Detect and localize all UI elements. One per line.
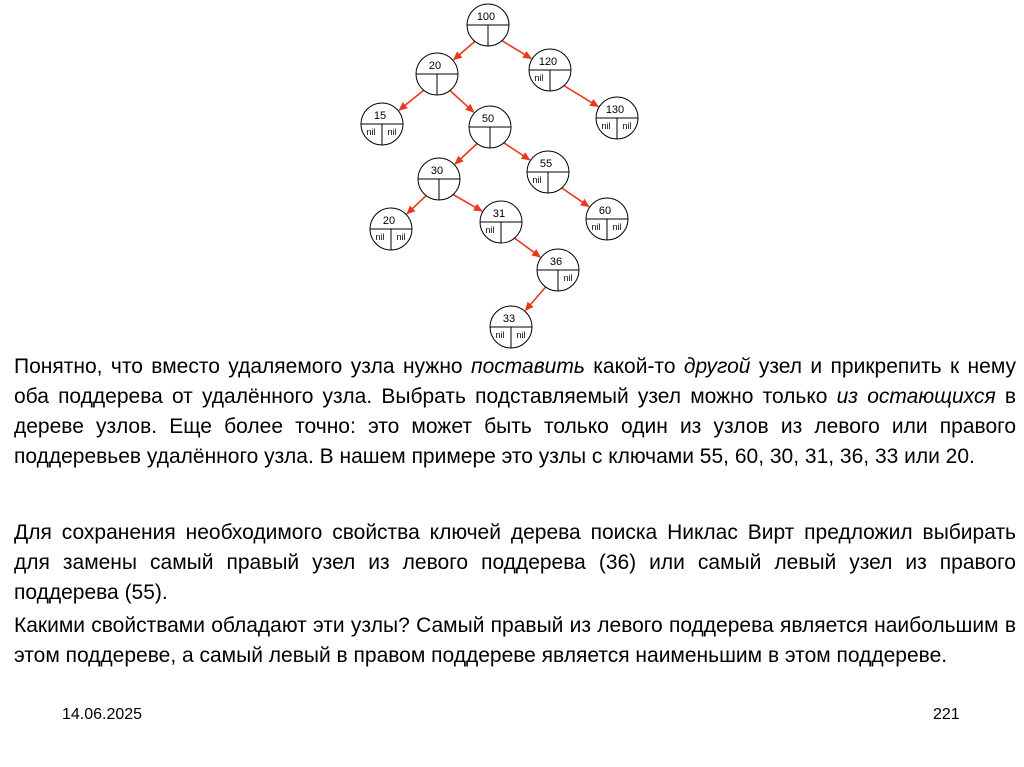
tree-node-50 [469, 106, 511, 148]
tree-node-20 [416, 53, 458, 95]
tree-node-130 [596, 97, 638, 139]
tree-node-30 [418, 158, 460, 200]
node-right-nil-label: nil [622, 121, 632, 131]
page-number: 221 [933, 706, 960, 723]
node-key-label: 130 [605, 104, 625, 116]
node-right-nil-label: nil [612, 222, 622, 232]
tree-node-60 [586, 198, 628, 240]
binary-tree-diagram [0, 0, 1024, 350]
node-right-nil-label: nil [396, 232, 406, 242]
node-left-nil-label: nil [534, 73, 544, 83]
node-left-nil-label: nil [495, 330, 505, 340]
node-left-nil-label: nil [601, 121, 611, 131]
node-key-label: 50 [481, 113, 495, 125]
node-key-label: 15 [373, 110, 387, 122]
para1-emphasis-put: поставить [471, 355, 585, 378]
node-key-label: 30 [430, 165, 444, 177]
node-right-nil-label: nil [387, 127, 397, 137]
para1-emphasis-remaining: из остающихся [836, 385, 996, 408]
node-key-label: 55 [539, 158, 553, 170]
tree-node-33 [490, 306, 532, 348]
node-key-label: 20 [382, 215, 396, 227]
tree-node-15 [361, 103, 403, 145]
node-key-label: 31 [492, 208, 506, 220]
tree-node-31 [480, 201, 522, 243]
para1-text-1: Понятно, что вместо удаляемого узла нужно [14, 355, 472, 378]
node-key-label: 100 [476, 11, 496, 23]
paragraph-node-properties: Какими свойствами обладают эти узлы? Самый правый из левого поддерева является наибольшим в этом поддереве, а самый левый в правом поддереве является наименьшим в этом поддереве. [14, 614, 1016, 667]
tree-nodes [361, 4, 638, 348]
node-key-label: 120 [538, 56, 558, 68]
node-key-label: 33 [502, 313, 516, 325]
node-key-label: 36 [549, 256, 563, 268]
node-left-nil-label: nil [532, 175, 542, 185]
node-right-nil-label: nil [563, 273, 573, 283]
para1-text-2: какой-то [584, 355, 684, 378]
para1-emphasis-other: другой [683, 355, 751, 378]
para1-text-3: узел и прикрепить к нему оба поддерева от удалённого узла. Выбрать подставляемый узел можно только [14, 355, 1016, 408]
node-left-nil-label: nil [375, 232, 385, 242]
node-key-label: 60 [598, 205, 612, 217]
node-left-nil-label: nil [591, 222, 601, 232]
node-left-nil-label: nil [485, 225, 495, 235]
paragraph-replacement-node [14, 352, 1016, 472]
tree-node-36 [537, 249, 579, 291]
node-right-nil-label: nil [516, 330, 526, 340]
tree-node-100 [467, 4, 509, 46]
node-key-label: 20 [428, 60, 442, 72]
paragraph-wirth-rule: Для сохранения необходимого свойства ключей дерева поиска Никлас Вирт предложил выбирать для замены самый правый узел из левого поддерева (36) или самый левый узел из правого поддерева (55). [14, 521, 1016, 604]
tree-node-20 [370, 208, 412, 250]
footer-date: 14.06.2025 [62, 706, 143, 723]
tree-node-120 [529, 49, 571, 91]
node-left-nil-label: nil [366, 127, 376, 137]
para1-text-4: в дереве узлов. Еще более точно: это может быть только один из узлов из левого или правого поддеревьев удалённого узла. В нашем примере это узлы с ключами 55, 60, 30, 31, 36, 33 или 20. [14, 385, 1016, 468]
tree-node-55 [527, 151, 569, 193]
